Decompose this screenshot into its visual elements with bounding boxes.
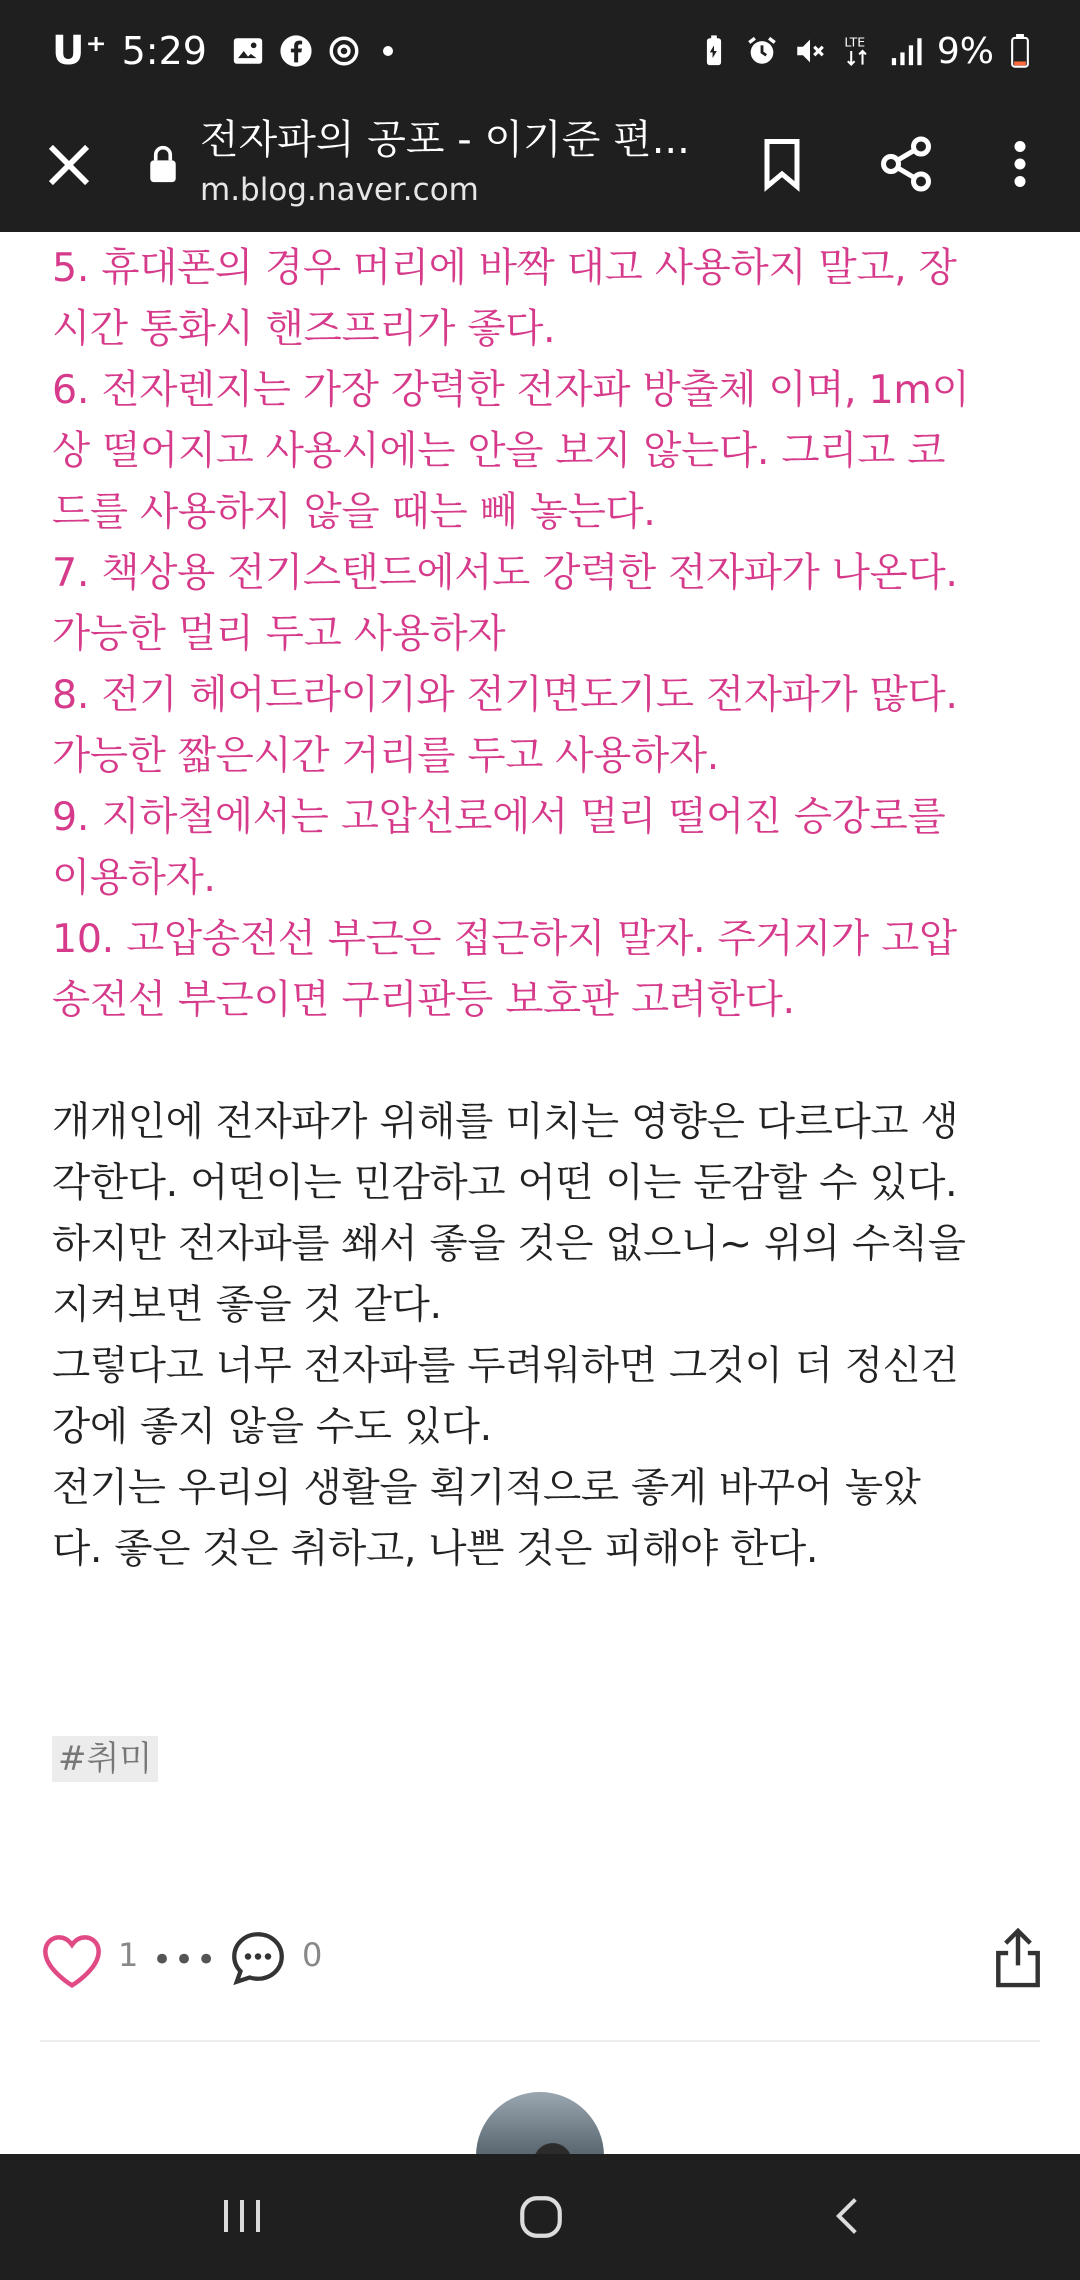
tip-line: 드를 사용하지 않을 때는 빼 놓는다. bbox=[52, 489, 656, 535]
hashtag[interactable]: #취미 bbox=[52, 1736, 158, 1782]
clock: 5:29 bbox=[121, 29, 207, 73]
share-icon[interactable] bbox=[876, 134, 936, 194]
address-area[interactable] bbox=[200, 110, 720, 210]
divider bbox=[40, 2040, 1040, 2042]
status-left bbox=[52, 26, 393, 76]
status-right bbox=[697, 26, 1032, 76]
page-title: 전자파의 공포 - 이기준 편... bbox=[200, 117, 690, 163]
conclusion-line: 강에 좋지 않을 수도 있다. bbox=[52, 1404, 492, 1450]
carrier-label: U⁺ bbox=[52, 28, 108, 74]
comment-count: 0 bbox=[302, 1936, 323, 1974]
page-url: m.blog.naver.com bbox=[200, 172, 479, 208]
tips-list bbox=[52, 238, 1042, 1031]
tip-line: 가능한 짧은시간 거리를 두고 사용하자. bbox=[52, 733, 719, 779]
battery-icon bbox=[1008, 34, 1032, 68]
conclusion-line: 하지만 전자파를 쐐서 좋을 것은 없으니~ 위의 수칙을 bbox=[52, 1221, 966, 1267]
like-more-button[interactable]: ••• bbox=[152, 1940, 219, 1980]
conclusion-text bbox=[52, 1092, 1042, 1580]
lte-icon bbox=[841, 34, 875, 68]
tip-line: 이용하자. bbox=[52, 855, 216, 901]
status-bar bbox=[0, 0, 1080, 100]
conclusion-line: 그렇다고 너무 전자파를 두려워하면 그것이 더 정신건 bbox=[52, 1343, 959, 1389]
tip-line: 8. 전기 헤어드라이기와 전기면도기도 전자파가 많다. bbox=[52, 672, 958, 718]
tip-line: 7. 책상용 전기스탠드에서도 강력한 전자파가 나온다. bbox=[52, 550, 958, 596]
lock-icon bbox=[148, 144, 178, 184]
share-post-icon[interactable] bbox=[990, 1926, 1046, 1990]
like-count: 1 bbox=[118, 1936, 139, 1974]
conclusion-line: 지켜보면 좋을 것 같다. bbox=[52, 1282, 442, 1328]
svg-text:LTE: LTE bbox=[844, 34, 865, 50]
home-icon[interactable] bbox=[516, 2192, 566, 2242]
conclusion-line: 각한다. 어떤이는 민감하고 어떤 이는 둔감할 수 있다. bbox=[52, 1160, 958, 1206]
mute-icon bbox=[793, 34, 827, 68]
comment-icon[interactable] bbox=[228, 1928, 288, 1988]
system-nav-bar bbox=[0, 2154, 1080, 2280]
tip-line: 5. 휴대폰의 경우 머리에 바짝 대고 사용하지 말고, 장 bbox=[52, 245, 957, 291]
tip-line: 10. 고압송전선 부근은 접근하지 말자. 주거지가 고압 bbox=[52, 916, 957, 962]
back-icon[interactable] bbox=[826, 2192, 870, 2240]
bookmark-icon[interactable] bbox=[752, 134, 812, 194]
sync-icon bbox=[327, 34, 361, 68]
article-body bbox=[52, 238, 1042, 1580]
conclusion-line: 개개인에 전자파가 위해를 미치는 영향은 다르다고 생 bbox=[52, 1099, 959, 1145]
alarm-icon bbox=[745, 34, 779, 68]
reaction-bar bbox=[0, 1920, 1080, 2010]
browser-toolbar bbox=[0, 100, 1080, 232]
close-icon[interactable] bbox=[38, 134, 100, 196]
image-icon bbox=[231, 34, 265, 68]
facebook-icon bbox=[279, 34, 313, 68]
conclusion-line: 전기는 우리의 생활을 획기적으로 좋게 바꾸어 놓았 bbox=[52, 1465, 921, 1511]
more-options-icon[interactable] bbox=[990, 134, 1050, 194]
tip-line: 시간 통화시 핸즈프리가 좋다. bbox=[52, 306, 556, 352]
tip-line: 6. 전자렌지는 가장 강력한 전자파 방출체 이며, 1m이 bbox=[52, 367, 970, 413]
recent-apps-icon[interactable] bbox=[218, 2192, 266, 2240]
conclusion-line: 다. 좋은 것은 취하고, 나쁜 것은 피해야 한다. bbox=[52, 1526, 819, 1572]
tip-line: 상 떨어지고 사용시에는 안을 보지 않는다. 그리고 코 bbox=[52, 428, 946, 474]
tip-line: 9. 지하철에서는 고압선로에서 멀리 떨어진 승강로를 bbox=[52, 794, 946, 840]
paragraph-gap bbox=[52, 1031, 1042, 1092]
battery-percent: 9% bbox=[936, 30, 994, 72]
dot-icon bbox=[383, 46, 393, 56]
signal-icon bbox=[889, 34, 923, 68]
battery-saver-icon bbox=[697, 34, 731, 68]
tip-line: 송전선 부근이면 구리판등 보호판 고려한다. bbox=[52, 977, 795, 1023]
tip-line: 가능한 멀리 두고 사용하자 bbox=[52, 611, 506, 657]
like-heart-icon[interactable] bbox=[40, 1930, 104, 1990]
